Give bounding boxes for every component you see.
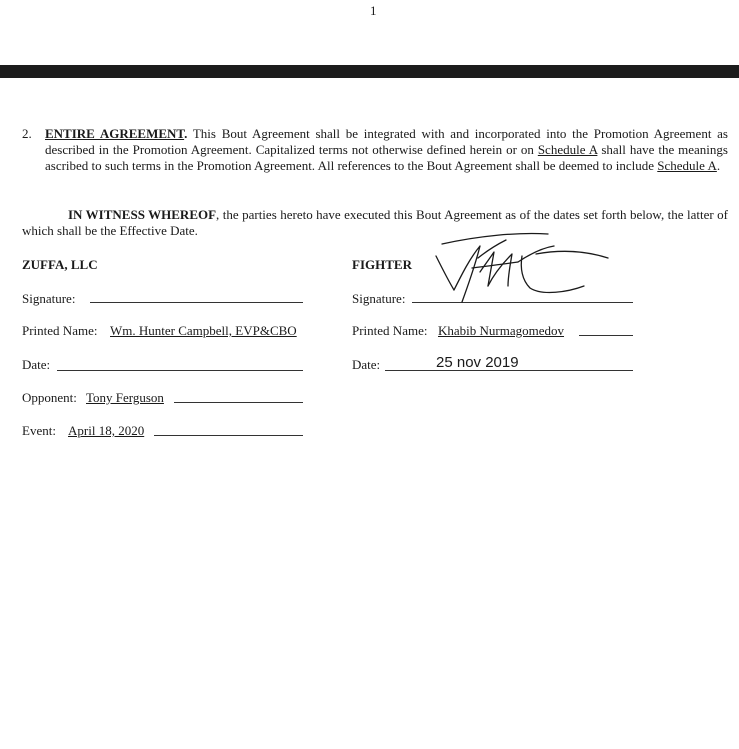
section-text-3: . <box>716 158 721 173</box>
left-printed-name-value: Wm. Hunter Campbell, EVP&CBO <box>110 323 297 338</box>
left-date-label: Date: <box>22 357 51 372</box>
section-title-punct: . <box>184 126 188 141</box>
section-entire-agreement <box>22 126 728 174</box>
witness-text: , the parties hereto have executed this Bout Agreement as of the dates set forth below, the latter of which shall be the Effective Date. <box>22 207 728 238</box>
page-number: 1 <box>370 3 377 18</box>
right-date-value: 25 nov 2019 <box>436 354 519 371</box>
left-signature-label: Signature: <box>22 291 76 306</box>
right-signature-label: Signature: <box>352 291 406 306</box>
schedule-a-reference-1: Schedule A <box>537 142 598 157</box>
witness-clause <box>22 207 728 239</box>
section-body <box>45 126 728 174</box>
right-date-label: Date: <box>352 357 381 372</box>
schedule-a-reference-2: Schedule A <box>657 158 717 173</box>
right-party-heading: FIGHTER <box>352 257 412 272</box>
right-printed-name-value: Khabib Nurmagomedov <box>438 323 565 338</box>
event-label: Event: <box>22 423 56 438</box>
section-number: 2. <box>22 126 32 141</box>
event-value: April 18, 2020 <box>68 423 145 438</box>
opponent-line <box>174 402 303 403</box>
section-text-1: This Bout Agreement shall be integrated with and incorporated into the Promotion Agreement as described in the Promotion Agreement. Capitalized terms not otherwise defined herein or on <box>45 126 728 157</box>
fighter-signature-image <box>418 228 618 318</box>
right-printed-name-line <box>579 335 633 336</box>
left-party-heading: ZUFFA, LLC <box>22 257 98 272</box>
left-printed-name-label: Printed Name: <box>22 323 98 338</box>
witness-lead: IN WITNESS WHEREOF <box>68 207 217 222</box>
right-printed-name-label: Printed Name: <box>352 323 428 338</box>
opponent-value: Tony Ferguson <box>86 390 164 405</box>
event-line <box>154 435 303 436</box>
section-text-2: shall have the meanings ascribed to such terms in the Promotion Agreement. All references to the Bout Agreement shall be deemed to include <box>45 142 728 173</box>
opponent-label: Opponent: <box>22 390 77 405</box>
header-divider-bar <box>0 65 739 78</box>
section-title: ENTIRE AGREEMENT <box>45 126 185 141</box>
left-signature-line[interactable] <box>90 302 303 303</box>
left-date-line[interactable] <box>57 370 303 371</box>
